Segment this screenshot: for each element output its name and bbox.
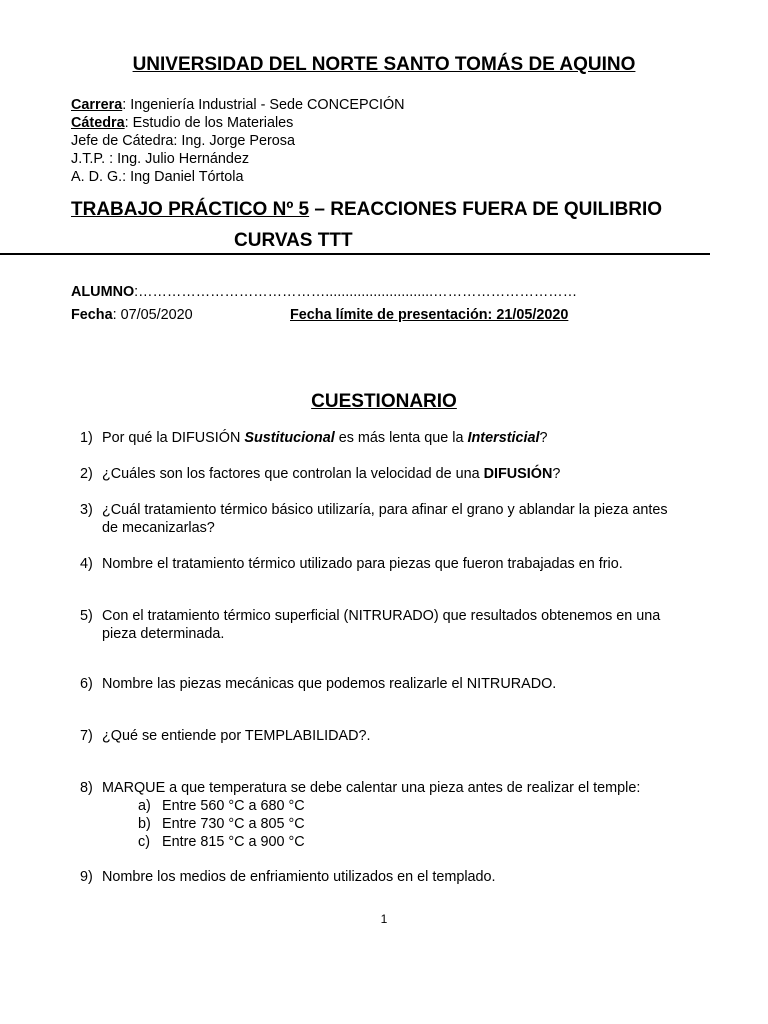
page-number: 1 <box>380 912 388 926</box>
carrera-label: Carrera <box>71 97 123 113</box>
alumno-blank: :…………………………………...........................………………………… <box>134 284 578 300</box>
question-emphasis: Intersticial <box>467 430 540 446</box>
question-text-part: ? <box>539 430 548 446</box>
option-letter: b) <box>138 816 151 832</box>
jtp-line: J.T.P. : Ing. Julio Hernández <box>71 151 250 167</box>
question-number: 4) <box>80 556 93 572</box>
question-3 <box>80 501 720 537</box>
question-text <box>102 429 720 447</box>
question-text <box>102 501 720 537</box>
catedra-value: : Estudio de los Materiales <box>124 115 294 131</box>
question-number: 3) <box>80 502 93 518</box>
question-number: 1) <box>80 430 93 446</box>
header-divider <box>0 253 710 255</box>
option-a <box>138 797 720 815</box>
fecha-value: : 07/05/2020 <box>112 307 193 323</box>
question-text <box>102 465 720 483</box>
option-b <box>138 815 720 833</box>
carrera-value: : Ingeniería Industrial - Sede CONCEPCIÓN <box>122 97 405 113</box>
question-4 <box>80 555 720 573</box>
question-9 <box>80 868 720 886</box>
practice-title-rest: – REACCIONES FUERA DE QUILIBRIO <box>309 199 663 220</box>
question-text: Nombre las piezas mecánicas que podemos realizarle el NITRURADO. <box>102 676 557 692</box>
course-info <box>71 96 405 186</box>
adg-line: A. D. G.: Ing Daniel Tórtola <box>71 169 244 185</box>
practice-title-number: TRABAJO PRÁCTICO Nº 5 <box>71 199 310 220</box>
question-7 <box>80 727 720 745</box>
question-line: pieza determinada. <box>102 626 225 642</box>
option-text: Entre 730 °C a 805 °C <box>162 816 305 832</box>
option-text: Entre 560 °C a 680 °C <box>162 798 305 814</box>
carrera-line <box>71 96 405 114</box>
practice-subtitle: CURVAS TTT <box>234 230 353 251</box>
question-6 <box>80 675 720 693</box>
university-title: UNIVERSIDAD DEL NORTE SANTO TOMÁS DE AQUINO <box>132 54 636 75</box>
option-list <box>138 797 720 851</box>
jefe-line: Jefe de Cátedra: Ing. Jorge Perosa <box>71 133 295 149</box>
question-line: Con el tratamiento térmico superficial (NITRURADO) que resultados obtenemos en una <box>102 608 661 624</box>
section-title: CUESTIONARIO <box>311 391 457 412</box>
question-number: 6) <box>80 676 93 692</box>
question-text-part: ¿Cuáles son los factores que controlan la velocidad de una <box>102 466 484 482</box>
date-line <box>71 307 193 323</box>
question-text: MARQUE a que temperatura se debe calentar una pieza antes de realizar el temple: <box>102 780 641 796</box>
question-emphasis: Sustitucional <box>244 430 335 446</box>
alumno-label: ALUMNO <box>71 284 135 300</box>
question-line: ¿Cuál tratamiento térmico básico utilizaría, para afinar el grano y ablandar la pieza antes <box>102 502 668 518</box>
question-number: 2) <box>80 466 93 482</box>
question-5 <box>80 607 720 643</box>
option-c <box>138 833 720 851</box>
question-text <box>102 607 720 643</box>
question-line: de mecanizarlas? <box>102 520 215 536</box>
catedra-label: Cátedra <box>71 115 125 131</box>
question-text-part: es más lenta que la <box>334 430 468 446</box>
student-line <box>71 284 577 300</box>
fecha-label: Fecha <box>71 307 113 323</box>
practice-title <box>71 199 662 221</box>
question-number: 5) <box>80 608 93 624</box>
option-letter: a) <box>138 798 151 814</box>
question-2 <box>80 465 720 483</box>
option-letter: c) <box>138 834 150 850</box>
question-text: ¿Qué se entiende por TEMPLABILIDAD?. <box>102 728 371 744</box>
question-number: 9) <box>80 869 93 885</box>
option-text: Entre 815 °C a 900 °C <box>162 834 305 850</box>
question-text: Nombre los medios de enfriamiento utilizados en el templado. <box>102 869 496 885</box>
question-number: 8) <box>80 780 93 796</box>
question-text-part: ? <box>552 466 561 482</box>
question-emphasis: DIFUSIÓN <box>483 466 553 482</box>
question-8 <box>80 779 720 851</box>
question-1 <box>80 429 720 447</box>
catedra-line <box>71 114 405 132</box>
question-text-part: Por qué la DIFUSIÓN <box>102 430 245 446</box>
deadline: Fecha límite de presentación: 21/05/2020 <box>290 307 569 323</box>
question-number: 7) <box>80 728 93 744</box>
question-text: Nombre el tratamiento térmico utilizado para piezas que fueron trabajadas en frio. <box>102 556 623 572</box>
